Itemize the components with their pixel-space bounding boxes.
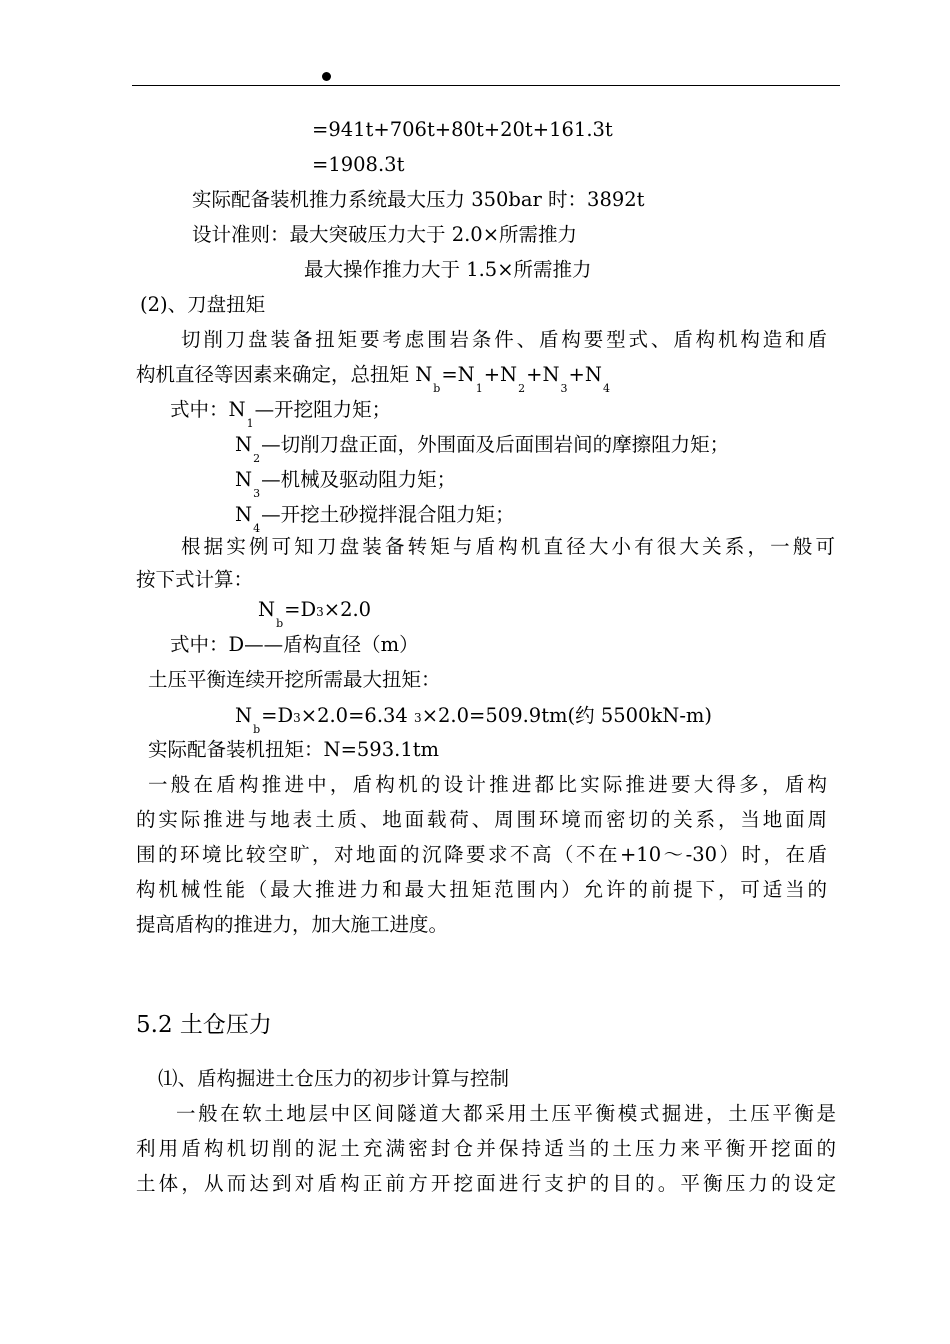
definition-line-n3 bbox=[235, 468, 457, 500]
definition-intro: 式中： bbox=[170, 398, 229, 421]
paragraph-3-line-3: 围的环境比较空旷，对地面的沉降要求不高（不在+10～-30）时，在盾 bbox=[136, 843, 827, 866]
equation-line-2: =1908.3t bbox=[312, 153, 405, 176]
definition-subscript: 1 bbox=[246, 417, 254, 430]
paragraph-1-line-1: 切削刀盘装备扭矩要考虑围岩条件、盾构要型式、盾构机构造和盾 bbox=[181, 328, 827, 351]
header-bullet-dot bbox=[322, 72, 331, 81]
cube-exponent: 3 bbox=[414, 711, 422, 725]
equation-line-1: =941t+706t+80t+20t+161.3t bbox=[312, 118, 613, 141]
definition-text: —机械及驱动阻力矩； bbox=[261, 468, 457, 491]
subscript-b: b bbox=[433, 382, 441, 395]
definition-line-n1 bbox=[170, 398, 392, 430]
formula-part: =N bbox=[441, 363, 475, 386]
paragraph-1-line-2 bbox=[136, 363, 611, 395]
torque-calculation bbox=[235, 704, 713, 736]
formula-part: +N bbox=[526, 363, 560, 386]
formula-part: =D bbox=[284, 598, 317, 621]
subscript-2: 2 bbox=[518, 382, 526, 395]
subscript-3: 3 bbox=[560, 382, 568, 395]
cube-exponent: 3 bbox=[293, 711, 301, 725]
subscript-b: b bbox=[253, 723, 261, 736]
formula-part: =D bbox=[261, 704, 294, 727]
definition-symbol: N bbox=[235, 503, 253, 526]
definition-line-n2 bbox=[235, 433, 730, 465]
definition-d: 式中：D——盾构直径（m） bbox=[170, 633, 419, 656]
torque-formula bbox=[258, 598, 372, 630]
paragraph-1-line-2-text: 构机直径等因素来确定，总扭矩 bbox=[136, 363, 416, 386]
cube-exponent: 3 bbox=[316, 605, 324, 619]
definition-symbol: N bbox=[235, 433, 253, 456]
definition-symbol: N bbox=[235, 468, 253, 491]
item-1-title: ⑴、盾构掘进土仓压力的初步计算与控制 bbox=[158, 1067, 510, 1090]
design-rule-1: 设计准则：最大突破压力大于 2.0×所需推力 bbox=[192, 223, 578, 246]
subscript-4: 4 bbox=[602, 382, 610, 395]
definition-subscript: 3 bbox=[253, 487, 261, 500]
paragraph-3-line-4: 构机械性能（最大推进力和最大扭矩范围内）允许的前提下，可适当的 bbox=[136, 878, 827, 901]
definition-text: —开挖阻力矩； bbox=[254, 398, 392, 421]
definition-subscript: 4 bbox=[253, 522, 261, 535]
actual-thrust-line: 实际配备装机推力系统最大压力 350bar 时：3892t bbox=[192, 188, 645, 211]
definition-symbol: N bbox=[228, 398, 246, 421]
paragraph-2-line-2: 按下式计算： bbox=[136, 568, 254, 591]
definition-line-n4 bbox=[235, 503, 515, 535]
paragraph-3-line-5: 提高盾构的推进力，加大施工进度。 bbox=[136, 913, 449, 936]
header-rule bbox=[132, 85, 840, 86]
formula-symbol-n: N bbox=[235, 704, 253, 727]
subscript-b: b bbox=[276, 617, 284, 630]
formula-part: ×2.0 bbox=[323, 598, 372, 621]
paragraph-4-line-2: 利用盾构机切削的泥土充满密封仓并保持适当的土压力来平衡开挖面的 bbox=[136, 1137, 836, 1160]
formula-symbol-n: N bbox=[258, 598, 276, 621]
paragraph-2-line-1: 根据实例可知刀盘装备转矩与盾构机直径大小有很大关系，一般可 bbox=[181, 535, 835, 558]
formula-part: ×2.0=6.34 bbox=[300, 704, 415, 727]
subscript-1: 1 bbox=[475, 382, 483, 395]
section-title: 5.2 土仓压力 bbox=[136, 1012, 272, 1038]
definition-text: —切削刀盘正面，外围面及后面围岩间的摩擦阻力矩； bbox=[261, 433, 730, 456]
paragraph-3-line-1: 一般在盾构推进中，盾构机的设计推进都比实际推进要大得多，盾构 bbox=[148, 773, 827, 796]
formula-symbol-n: N bbox=[415, 363, 433, 386]
definition-subscript: 2 bbox=[253, 452, 261, 465]
actual-torque-line: 实际配备装机扭矩：N=593.1tm bbox=[148, 738, 440, 761]
formula-part: +N bbox=[483, 363, 518, 386]
design-rule-2: 最大操作推力大于 1.5×所需推力 bbox=[304, 258, 592, 281]
definition-text: —开挖土砂搅拌混合阻力矩； bbox=[261, 503, 515, 526]
paragraph-4-line-1: 一般在软土地层中区间隧道大都采用土压平衡模式掘进，土压平衡是 bbox=[176, 1102, 836, 1125]
max-torque-label: 土压平衡连续开挖所需最大扭矩： bbox=[148, 668, 441, 691]
item-2-title: (2)、刀盘扭矩 bbox=[140, 293, 266, 316]
formula-part: ×2.0=509.9tm(约 5500kN-m) bbox=[421, 704, 713, 727]
paragraph-4-line-3: 土体，从而达到对盾构正前方开挖面进行支护的目的。平衡压力的设定 bbox=[136, 1172, 836, 1195]
paragraph-3-line-2: 的实际推进与地表土质、地面载荷、周围环境而密切的关系，当地面周 bbox=[136, 808, 827, 831]
formula-part: +N bbox=[568, 363, 602, 386]
